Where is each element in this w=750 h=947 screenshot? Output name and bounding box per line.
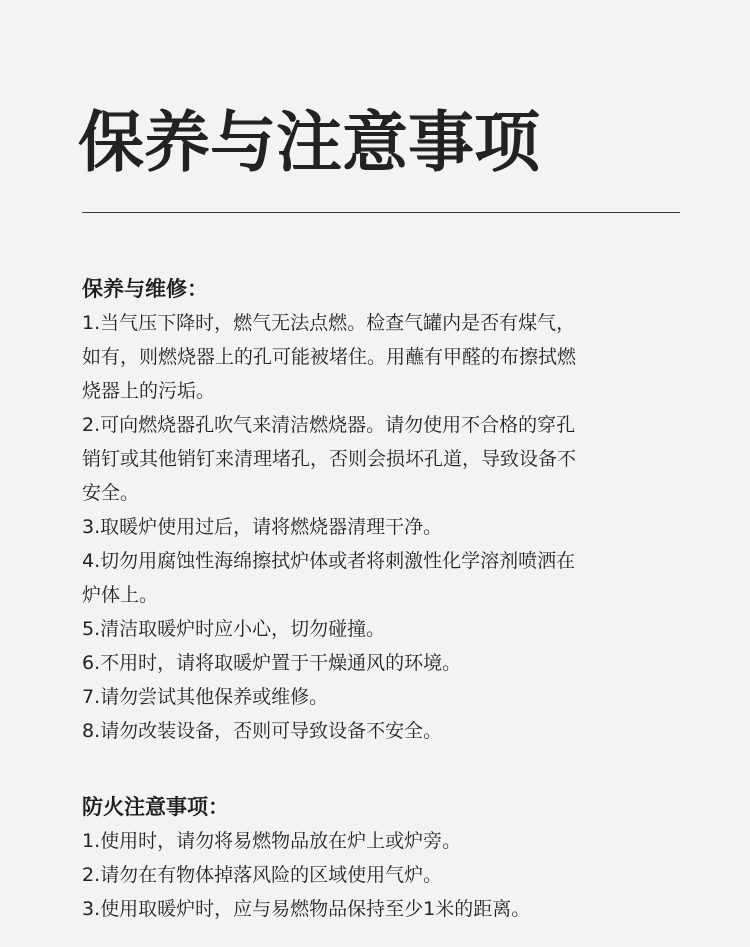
fire-safety-section [82, 790, 682, 926]
page-title: 保养与注意事项 [78, 104, 540, 181]
maintenance-section [82, 272, 682, 748]
maintenance-item-5: 5.清洁取暖炉时应小心，切勿碰撞。 [82, 618, 386, 640]
fire-safety-item-3: 3.使用取暖炉时，应与易燃物品保持至少1米的距离。 [82, 898, 531, 920]
title-divider [82, 212, 680, 213]
maintenance-heading: 保养与维修： [82, 277, 208, 301]
maintenance-item-7: 7.请勿尝试其他保养或维修。 [82, 686, 329, 708]
maintenance-list [82, 306, 682, 748]
maintenance-item-1: 1.当气压下降时，燃气无法点燃。检查气罐内是否有煤气， 如有，则燃烧器上的孔可能被堵住。用蘸有甲醛的布擦拭燃 烧器上的污垢。 [82, 312, 577, 402]
maintenance-item-8: 8.请勿改装设备，否则可导致设备不安全。 [82, 720, 443, 742]
maintenance-item-3: 3.取暖炉使用过后，请将燃烧器清理干净。 [82, 516, 443, 538]
fire-safety-item-1: 1.使用时，请勿将易燃物品放在炉上或炉旁。 [82, 830, 462, 852]
fire-safety-item-2: 2.请勿在有物体掉落风险的区域使用气炉。 [82, 864, 443, 886]
fire-safety-heading: 防火注意事项： [82, 795, 229, 819]
maintenance-item-4: 4.切勿用腐蚀性海绵擦拭炉体或者将刺激性化学溶剂喷洒在 炉体上。 [82, 550, 576, 606]
maintenance-item-6: 6.不用时，请将取暖炉置于干燥通风的环境。 [82, 652, 462, 674]
maintenance-item-2: 2.可向燃烧器孔吹气来清洁燃烧器。请勿使用不合格的穿孔 销钉或其他销钉来清理堵孔，否则会损坏孔道，导致设备不 安全。 [82, 414, 577, 504]
fire-safety-list [82, 824, 682, 926]
